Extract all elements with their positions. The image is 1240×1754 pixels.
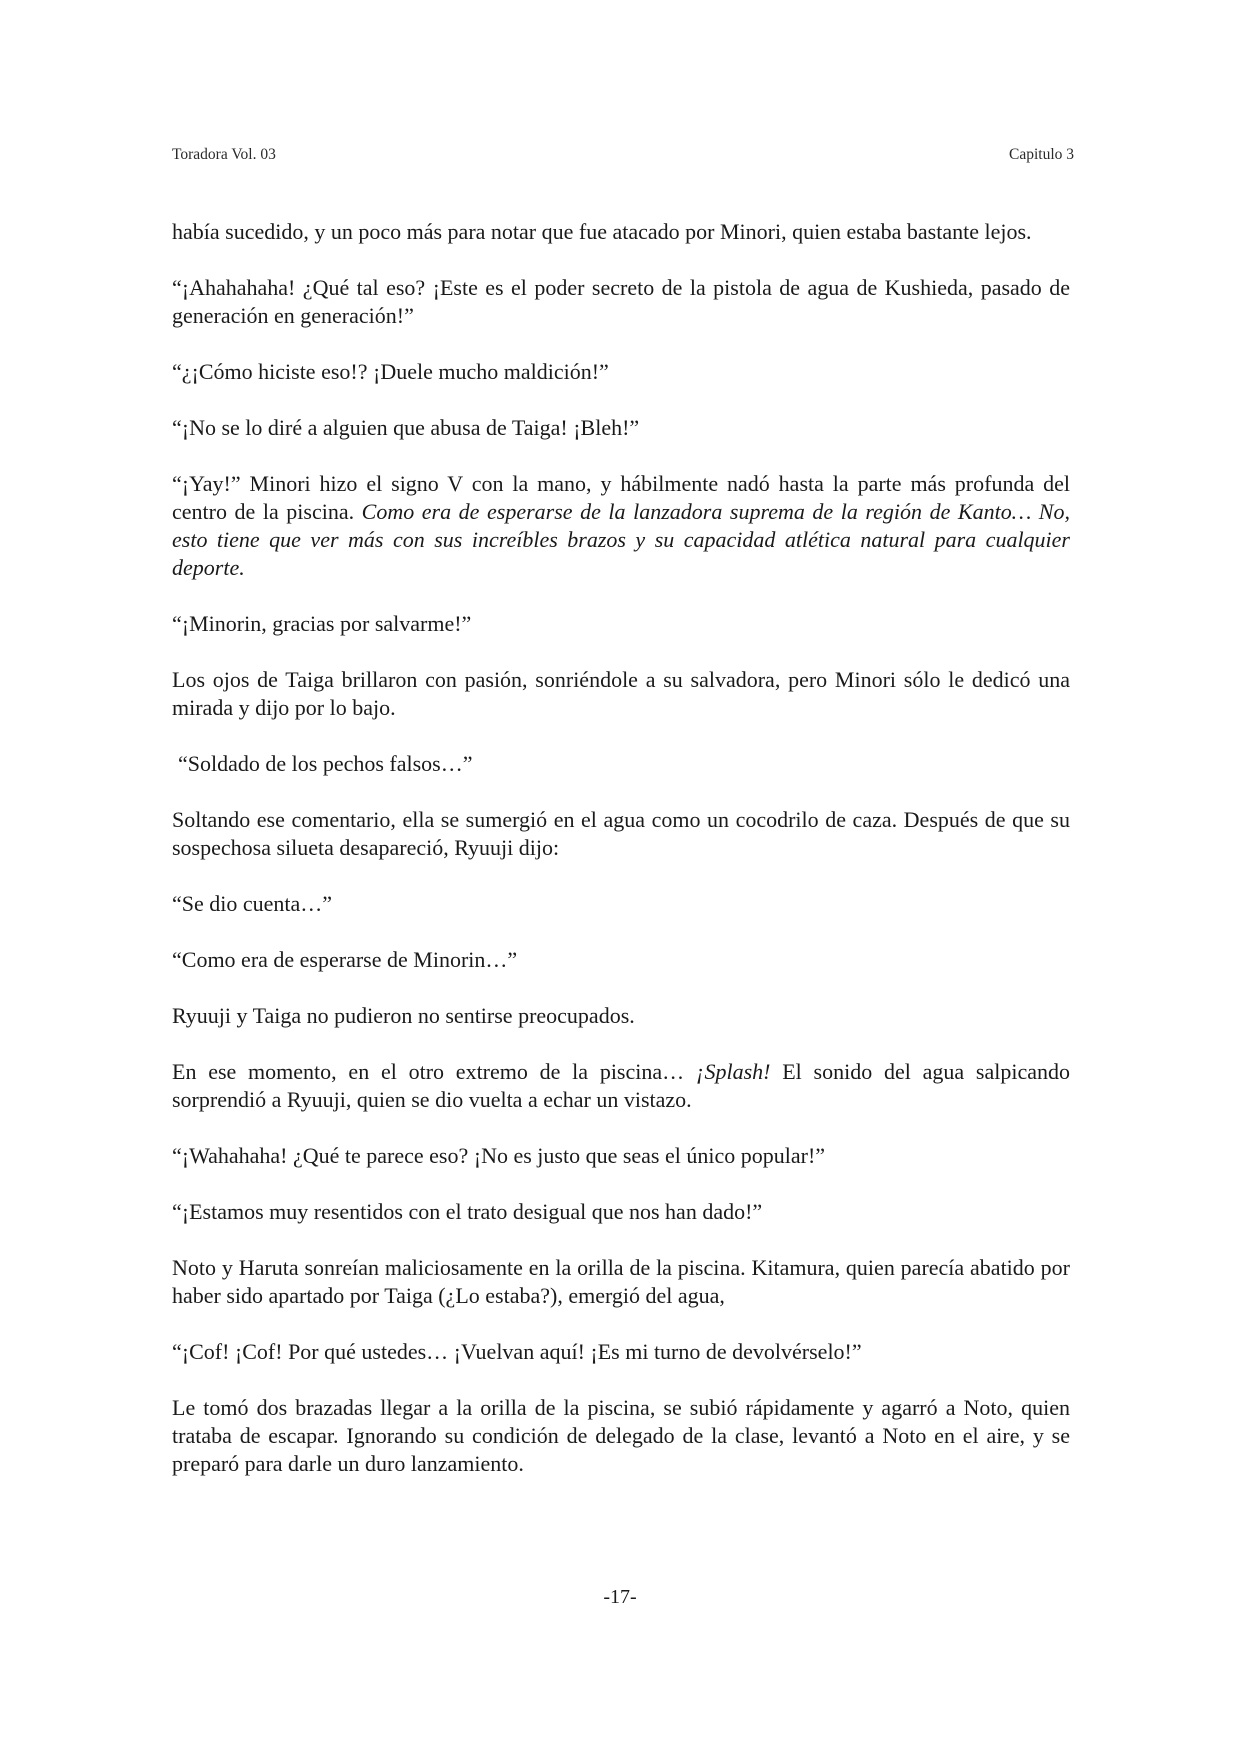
paragraph: “¡Cof! ¡Cof! Por qué ustedes… ¡Vuelvan aquí! ¡Es mi turno de devolvérselo!” <box>172 1339 862 1364</box>
paragraph <box>172 470 1070 582</box>
paragraph: había sucedido, y un poco más para notar que fue atacado por Minori, quien estaba bastante lejos. <box>172 219 1032 244</box>
header-chapter: Capitulo 3 <box>1008 146 1074 163</box>
paragraph: “¡Ahahahaha! ¿Qué tal eso? ¡Este es el poder secreto de la pistola de agua de Kushieda, pasado de generación en generación!” <box>172 275 1070 328</box>
paragraph: “¡Estamos muy resentidos con el trato desigual que nos han dado!” <box>172 1199 763 1224</box>
paragraph: “Se dio cuenta…” <box>172 891 333 916</box>
paragraph: Le tomó dos brazadas llegar a la orilla de la piscina, se subió rápidamente y agarró a Noto, quien trataba de escapar. Ignorando su condición de delegado de la clase, levantó a Noto en el aire, y se preparó para darle un duro lanzamiento. <box>172 1395 1070 1476</box>
paragraph: Ryuuji y Taiga no pudieron no sentirse preocupados. <box>172 1003 635 1028</box>
paragraph: “¿¡Cómo hiciste eso!? ¡Duele mucho maldición!” <box>172 359 609 384</box>
paragraph: “Como era de esperarse de Minorin…” <box>172 947 518 972</box>
paragraph-italic-text: Como era de esperarse de la lanzadora suprema de la región de Kanto… No, esto tiene que ver más con sus increíbles brazos y su capacidad atlética natural para cualquier deporte. <box>172 499 1070 580</box>
paragraph: Noto y Haruta sonreían maliciosamente en la orilla de la piscina. Kitamura, quien parecía abatido por haber sido apartado por Taiga (¿Lo estaba?), emergió del agua, <box>172 1255 1070 1308</box>
page-number: -17- <box>603 1586 637 1608</box>
paragraph: “¡Minorin, gracias por salvarme!” <box>172 611 472 636</box>
page-header <box>172 146 1074 168</box>
paragraph: “¡Wahahaha! ¿Qué te parece eso? ¡No es justo que seas el único popular!” <box>172 1143 826 1168</box>
paragraph: “¡No se lo diré a alguien que abusa de Taiga! ¡Bleh!” <box>172 415 640 440</box>
paragraph: Los ojos de Taiga brillaron con pasión, sonriéndole a su salvadora, pero Minori sólo le dedicó una mirada y dijo por lo bajo. <box>172 667 1070 720</box>
paragraph: “Soldado de los pechos falsos…” <box>178 751 473 776</box>
paragraph <box>172 1058 1070 1114</box>
paragraph-italic-text: ¡Splash! <box>695 1059 771 1084</box>
paragraph-text: “¡Yay!” Minori hizo el signo V con la mano, y hábilmente nadó hasta la parte más profunda del centro de la piscina. <box>172 471 1070 524</box>
header-book-title: Toradora Vol. 03 <box>172 146 276 163</box>
paragraph-text: El sonido del agua salpicando sorprendió a Ryuuji, quien se dio vuelta a echar un vistazo. <box>172 1059 1071 1112</box>
body-text <box>172 218 1070 1506</box>
paragraph: Soltando ese comentario, ella se sumergió en el agua como un cocodrilo de caza. Después de que su sospechosa silueta desapareció, Ryuuji dijo: <box>172 807 1070 860</box>
paragraph-text: En ese momento, en el otro extremo de la piscina… <box>172 1059 696 1084</box>
